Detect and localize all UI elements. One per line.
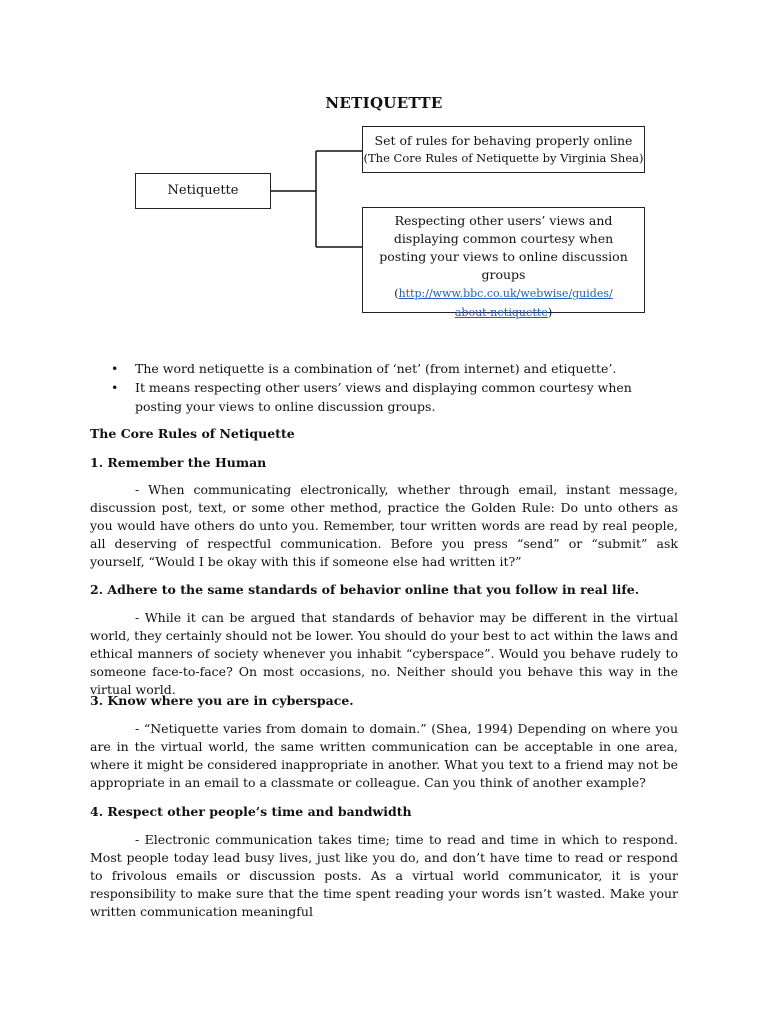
rule-3-heading: 3. Know where you are in cyberspace. <box>90 693 354 708</box>
rule-4-heading: 4. Respect other people’s time and bandwidth <box>90 804 412 819</box>
page-title: NETIQUETTE <box>325 94 443 112</box>
section-title: The Core Rules of Netiquette <box>90 426 295 441</box>
diagram-main-label: Netiquette <box>167 183 239 198</box>
diagram-bottom-text: Respecting other users’ views and displaying common courtesy when posting your views to online discussion groups <box>379 213 628 282</box>
rule-4-body: - Electronic communication takes time; time to read and time in which to respond. Most people today lead busy lives, just like you do, and don’t have time to read or respond to frivolous emails or discussion posts. As a virtual world communicator, it is your responsibility to make sure that the time spent reading your words isn’t wasted. Make your written communication meaningful <box>90 832 678 919</box>
bullet-item: • The word netiquette is a combination of ‘net’ (from internet) and etiquette’. <box>111 359 681 378</box>
rule-1-heading: 1. Remember the Human <box>90 455 267 470</box>
rule-1-body: - When communicating electronically, whether through email, instant message, discussion post, text, or some other method, practice the Golden Rule: Do unto others as you would have others do unto you. Remember, tour written words are read by real people, all deserving of respectful communication. Before you press “send” or “submit” ask yourself, “Would I be okay with this if someone else had written it?” <box>90 482 678 569</box>
citation-open-paren: ( <box>394 287 399 300</box>
bullet-list <box>111 359 681 416</box>
diagram-bottom-box <box>362 207 645 319</box>
diagram-top-line1: Set of rules for behaving properly online <box>374 133 633 148</box>
rule-2-body: - While it can be argued that standards of behavior may be different in the virtual world, they certainly should not be lower. You should do your best to act within the laws and ethical manners of society whenever you inhabit “cyberspace”. Would you behave rudely to someone face-to-face? On most occasions, no. Neither should you behave this way in the virtual world. <box>90 610 678 697</box>
diagram-bottom-citation <box>363 284 644 322</box>
bbc-netiquette-link[interactable]: http://www.bbc.co.uk/webwise/guides/about-netiquette <box>398 287 613 319</box>
diagram-main-box <box>135 173 271 209</box>
diagram-connector-lines <box>0 0 768 400</box>
citation-close-paren: ) <box>547 306 553 319</box>
diagram-top-line2: (The Core Rules of Netiquette by Virginia Shea) <box>363 151 644 165</box>
bullet-item: • It means respecting other users’ views and displaying common courtesy when posting your views to online discussion groups. <box>111 378 681 416</box>
diagram-top-box <box>362 126 645 173</box>
rule-2-heading: 2. Adhere to the same standards of behavior online that you follow in real life. <box>90 582 640 597</box>
rule-3-body: - “Netiquette varies from domain to domain.” (Shea, 1994) Depending on where you are in the virtual world, the same written communication can be acceptable in one area, where it might be considered inappropriate in another. What you text to a friend may not be appropriate in an email to a classmate or colleague. Can you think of another example? <box>90 721 678 790</box>
